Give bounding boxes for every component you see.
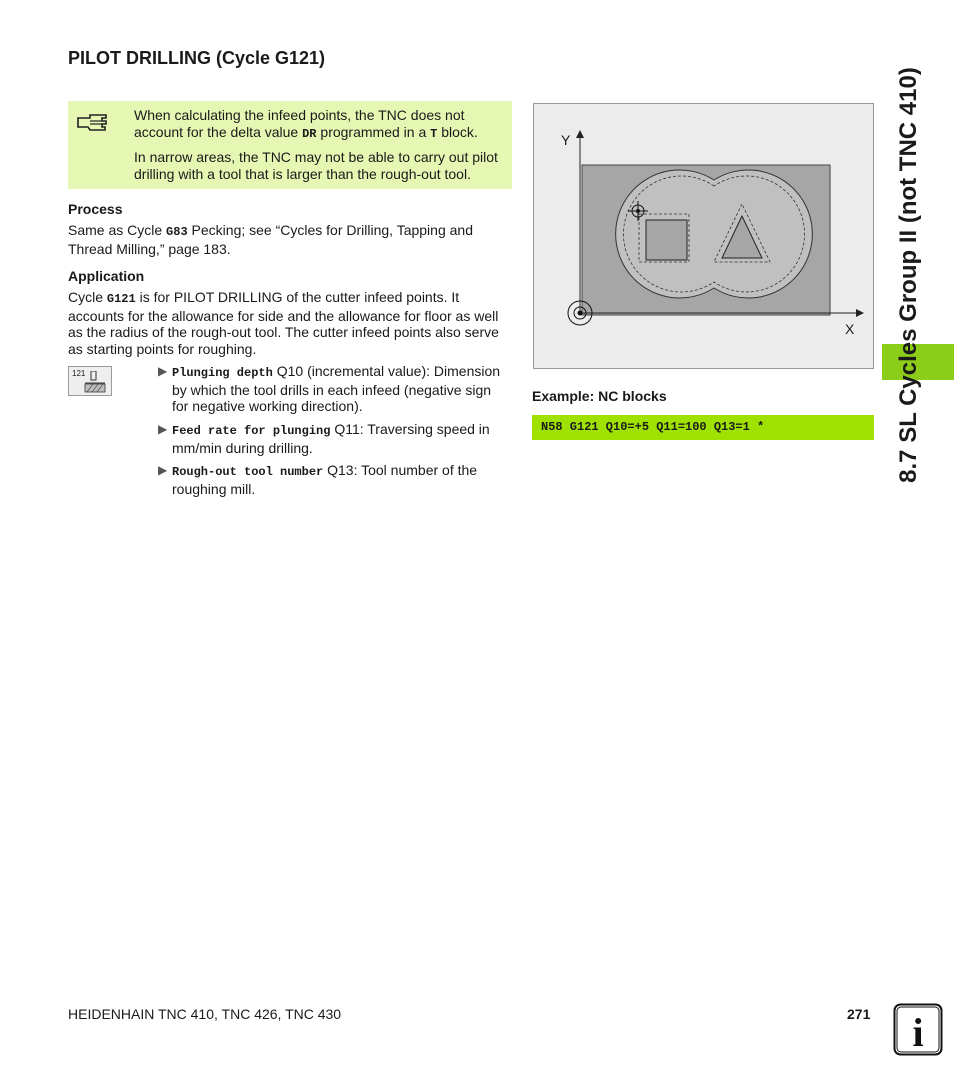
- page-number: 271: [847, 1006, 871, 1022]
- note-paragraph-2: In narrow areas, the TNC may not be able to carry out pilot drilling with a tool that is larger than the rough-out tool.: [134, 149, 498, 182]
- info-icon-letter: i: [912, 1010, 924, 1055]
- param-rough-out-tool: ▶ Rough-out tool number Q13: Tool number of the roughing mill.: [158, 462, 478, 497]
- axis-y-label: Y: [561, 132, 571, 148]
- cycle-icon-label: 121: [72, 369, 86, 378]
- arrow-right-icon: ▶: [158, 463, 168, 477]
- note-paragraph-1: When calculating the infeed points, the TNC does not account for the delta value DR programmed in a T block.: [134, 107, 478, 141]
- page-title: PILOT DRILLING (Cycle G121): [68, 48, 326, 68]
- nc-block-bar: [532, 415, 874, 440]
- info-icon: [893, 1003, 943, 1056]
- pilot-drilling-figure: [533, 103, 874, 369]
- note-box: [68, 101, 512, 189]
- figure-drawing: [534, 104, 875, 370]
- axis-x-label: X: [845, 321, 855, 337]
- process-text: Same as Cycle G83 Pecking; see “Cycles for Drilling, Tapping and Thread Milling,” page 183.: [68, 222, 473, 257]
- arrow-right-icon: ▶: [158, 364, 168, 378]
- footer-product: HEIDENHAIN TNC 410, TNC 426, TNC 430: [68, 1006, 342, 1022]
- drill-icon: [83, 371, 107, 393]
- application-heading: Application: [68, 268, 145, 284]
- pointing-hand-icon: [76, 109, 110, 135]
- param-plunging-depth: ▶ Plunging depth Q10 (incremental value): Dimension by which the tool drills in each infeed (negative sign for negative working direction).: [158, 363, 501, 414]
- application-text: Cycle G121 is for PILOT DRILLING of the cutter infeed points. It accounts for the allowance for side and the allowance for floor as well as the radius of the rough-out tool. The cutter infeed points also serve as starting points for roughing.: [68, 289, 499, 357]
- nc-block-code: N58 G121 Q10=+5 Q11=100 Q13=1 *: [541, 420, 765, 434]
- arrow-right-icon: ▶: [158, 422, 168, 436]
- example-label: Example: NC blocks: [532, 388, 667, 404]
- param-feed-rate: ▶ Feed rate for plunging Q11: Traversing speed in mm/min during drilling.: [158, 421, 490, 456]
- process-heading: Process: [68, 201, 123, 217]
- cycle-121-icon: [68, 366, 112, 396]
